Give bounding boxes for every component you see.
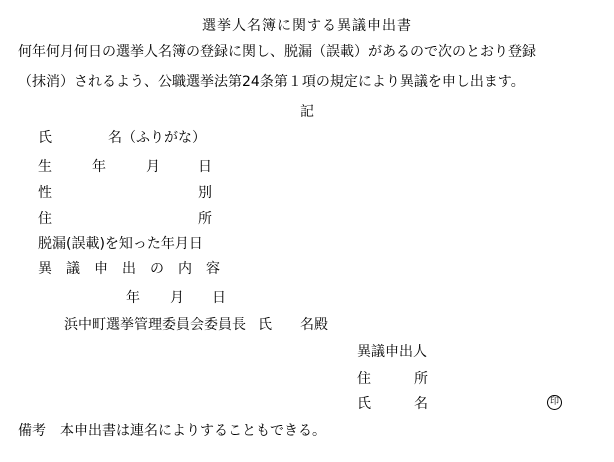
intro-line-1: 何年何月何日の選挙人名簿の登録に関し、脱漏（誤載）があるので次のとおり登録 bbox=[18, 44, 536, 60]
birth-field-label-month: 月 bbox=[146, 159, 160, 175]
address-field-label-a: 住 bbox=[38, 211, 52, 227]
name-field-label-mei: 名（ふりがな） bbox=[108, 130, 206, 146]
applicant-header: 異議申出人 bbox=[357, 344, 427, 360]
birth-field-label-day: 日 bbox=[198, 159, 212, 175]
applicant-address-a: 住 bbox=[357, 371, 371, 387]
content-field-label: 異 議 申 出 の 内 容 bbox=[38, 261, 220, 277]
addressee-mei-dono: 名殿 bbox=[300, 317, 328, 333]
applicant-name-a: 氏 bbox=[357, 396, 371, 412]
addressee-shi: 氏 bbox=[258, 317, 272, 333]
date-year-label: 年 bbox=[126, 290, 140, 306]
ki-heading: 記 bbox=[300, 104, 314, 120]
birth-field-label-year: 年 bbox=[92, 159, 106, 175]
name-field-label-shi: 氏 bbox=[38, 130, 52, 146]
birth-field-label-sei: 生 bbox=[38, 159, 52, 175]
remarks-line: 備考 本申出書は連名によりすることもできる。 bbox=[18, 423, 326, 439]
document-title: 選挙人名簿に関する異議申出書 bbox=[202, 18, 412, 34]
intro-line-2: （抹消）されるよう、公職選挙法第24条第１項の規定により異議を申し出ます。 bbox=[18, 74, 525, 90]
address-field-label-b: 所 bbox=[198, 211, 212, 227]
date-month-label: 月 bbox=[170, 290, 184, 306]
addressee-title: 浜中町選挙管理委員会委員長 bbox=[64, 317, 246, 333]
sex-field-label-b: 別 bbox=[198, 185, 212, 201]
applicant-name-b: 名 bbox=[414, 396, 428, 412]
seal-mark: 印 bbox=[547, 395, 562, 410]
sex-field-label-a: 性 bbox=[38, 185, 52, 201]
date-day-label: 日 bbox=[212, 290, 226, 306]
known-date-field-label: 脱漏(誤載)を知った年月日 bbox=[38, 236, 203, 252]
applicant-address-b: 所 bbox=[414, 371, 428, 387]
